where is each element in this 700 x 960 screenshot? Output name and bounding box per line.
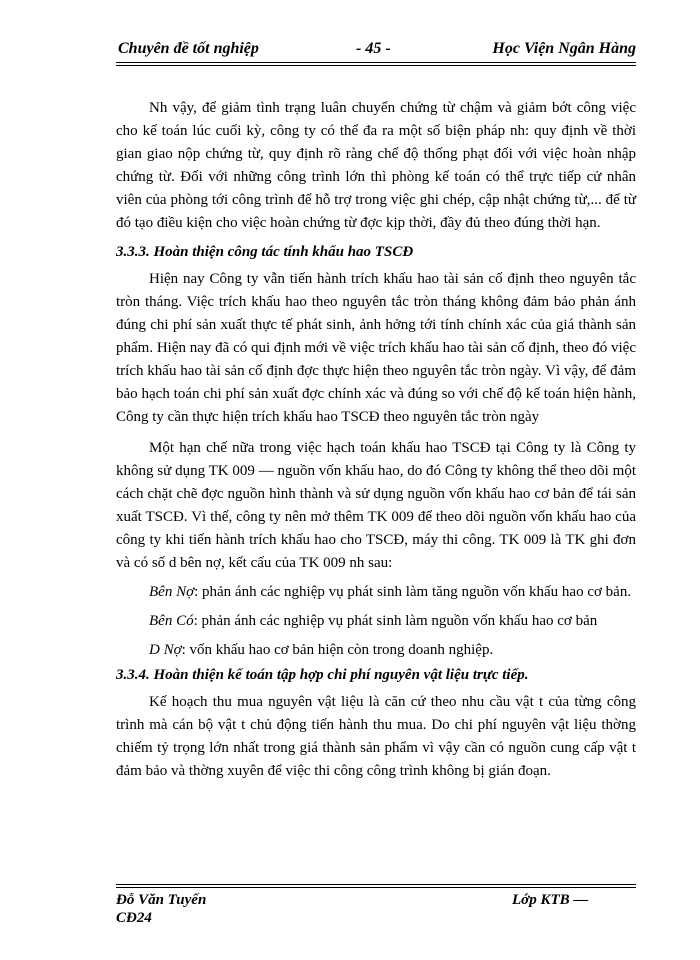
page-header	[116, 40, 636, 62]
header-institution: Học Viện Ngân Hàng	[492, 40, 636, 57]
footer-class-code: CĐ24	[116, 910, 152, 926]
du-no-text: : vốn khấu hao cơ bản hiện còn trong doanh nghiệp.	[181, 642, 494, 658]
footer-class-label: Lớp KTB —	[512, 892, 589, 908]
header-rule-top	[116, 62, 636, 63]
paragraph-material-costs: Kế hoạch thu mua nguyên vật liệu là căn cứ theo nhu cầu vật t của từng công trình mà cán bộ vật t chủ động tiến hành thu mua. Do chi phí nguyên vật liệu thờng chiếm tỷ trọng lớn nhất trong giá thành sản phẩm vì vậy cần có nguồn cung cấp vật t đảm bảo và thờng xuyên để việc thi công công trình không bị gián đoạn.	[116, 694, 636, 779]
header-rule-bottom	[116, 65, 636, 66]
paragraph-ben-co	[116, 610, 636, 633]
ben-co-label: Bên Có	[149, 613, 194, 629]
section-heading-3-3-3: 3.3.3. Hoàn thiện công tác tính khấu hao TSCĐ	[116, 244, 414, 260]
section-heading-3-3-4: 3.3.4. Hoàn thiện kế toán tập hợp chi phí nguyên vật liệu trực tiếp.	[116, 667, 529, 683]
footer-rule-top	[116, 884, 636, 885]
header-title: Chuyên đề tốt nghiệp	[118, 40, 259, 57]
paragraph-du-no	[116, 639, 636, 662]
paragraph-tk-009: Một hạn chế nữa trong việc hạch toán khấu hao TSCĐ tại Công ty là Công ty không sử dụng TK 009 — nguồn vốn khấu hao, do đó Công ty không thể theo dõi một cách chặt chẽ đợc nguồn hình thành và sử dụng nguồn vốn khấu hao cơ bản để tái sản xuất TSCĐ. Vì thế, công ty nên mở thêm TK 009 để theo dõi nguồn vốn khấu hao của công ty khi tiến hành trích khấu hao cho TSCĐ, máy thi công. TK 009 là TK ghi đơn và có số d bên nợ, kết cấu của TK 009 nh sau:	[116, 440, 636, 571]
page-footer	[116, 891, 636, 927]
paragraph-ben-no	[116, 581, 636, 604]
du-no-label: D Nợ	[149, 642, 182, 658]
paragraph-depreciation: Hiện nay Công ty vẫn tiến hành trích khấu hao tài sản cố định theo nguyên tắc tròn tháng. Việc trích khấu hao theo nguyên tắc tròn tháng không đảm bảo phản ánh đúng chi phí sản xuất thực tế phát sinh, ảnh hởng tới tính chính xác của giá thành sản phẩm. Hiện nay đã có qui định mới về việc trích khấu hao tài sản cố định, theo đó việc trích khấu hao tài sản cố định đợc thực hiện theo nguyên tắc tròn ngày. Vì vậy, để đảm bảo hạch toán chi phí sản xuất đợc chính xác và đúng so với chế độ kế toán hiện hành, Công ty cần thực hiện trích khấu hao TSCĐ theo nguyên tắc tròn ngày	[116, 271, 636, 425]
ben-co-text: : phản ánh các nghiệp vụ phát sinh làm nguồn vốn khấu hao cơ bản	[193, 613, 598, 629]
ben-no-text: : phản ánh các nghiệp vụ phát sinh làm tăng nguồn vốn khấu hao cơ bản.	[194, 584, 632, 600]
page-body	[116, 97, 636, 783]
footer-rule-bottom	[116, 887, 636, 888]
paragraph-document-flow: Nh vậy, để giảm tình trạng luân chuyển chứng từ chậm và giảm bớt công việc cho kế toán lúc cuối kỳ, công ty có thể đa ra một số biện pháp nh: quy định về thời gian giao nộp chứng từ, quy định rõ ràng chế độ thống phạt đối với việc hoàn nhập chứng từ. Đối với những công trình lớn thì phòng kế toán có thể trực tiếp cử nhân viên của phòng tới công trình để hỗ trợ trong việc ghi chép, cập nhật chứng từ,... để từ đó tạo điều kiện cho việc hoàn chứng từ đợc kịp thời, đầy đủ theo đúng thời hạn.	[116, 100, 636, 231]
footer-author: Đỗ Văn Tuyến	[116, 892, 207, 908]
ben-no-label: Bên Nợ	[149, 584, 195, 600]
page-number: - 45 -	[356, 40, 391, 57]
